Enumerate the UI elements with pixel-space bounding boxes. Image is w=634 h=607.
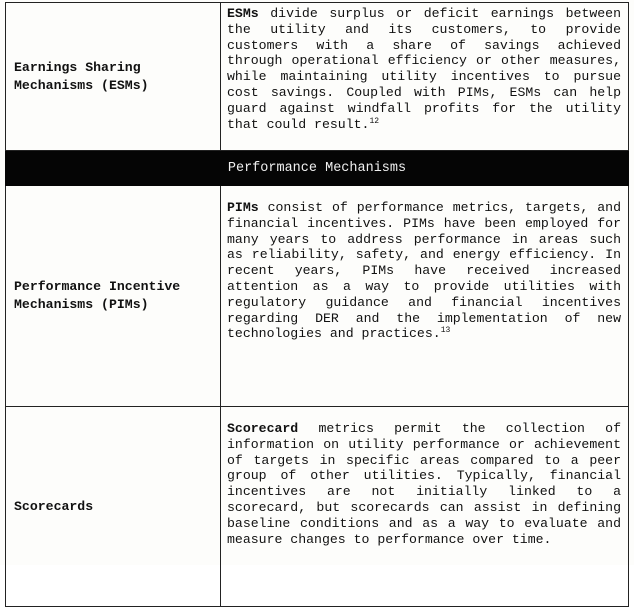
term-bold: PIMs [227,200,259,215]
term-label: Earnings Sharing Mechanisms (ESMs) [14,59,149,93]
mechanisms-table [5,2,629,607]
table-row-esms [6,3,629,151]
section-header-row [6,151,629,186]
term-cell [6,3,221,151]
section-header: Performance Mechanisms [6,151,629,186]
term-label: Performance Incentive Mechanisms (PIMs) [14,279,181,312]
description-cell [221,3,629,151]
term-bold: ESMs [227,6,259,21]
term-cell [6,186,221,407]
description-text: consist of performance metrics, targets, and financial incentives. PIMs have been employed for many years to address performance in areas such as reliability, safety, and energy efficiency. In recent years, PIMs have received increased attention as a way to provide utilities with regulatory guidance and financial incentives regarding DER and the implementation of new technologies and practices. [227,200,621,342]
footnote-ref: 12 [369,116,380,126]
term-label: Scorecards [14,498,94,514]
term-bold: Scorecard [227,421,299,436]
table-row-pims [6,186,629,407]
table-row-scorecards [6,407,629,607]
term-cell [6,407,221,607]
description-cell [221,186,629,407]
footnote-ref: 13 [440,326,451,336]
description-cell [221,407,629,607]
description-text: metrics permit the collection of information on utility performance or achievement of targets in specific areas compared to a peer group of other utilities. Typically, financial incentives are not initially linked to a scorecard, but scorecards can assist in defining baseline conditions and as a way to evaluate and measure changes to performance over time. [227,421,621,547]
description-text: divide surplus or deficit earnings between the utility and its customers, to provide customers with a share of savings achieved through operational efficiency or other measures, while maintaining utility incentives to pursue cost savings. Coupled with PIMs, ESMs can help guard against windfall profits for the utility that could result. [227,6,621,132]
